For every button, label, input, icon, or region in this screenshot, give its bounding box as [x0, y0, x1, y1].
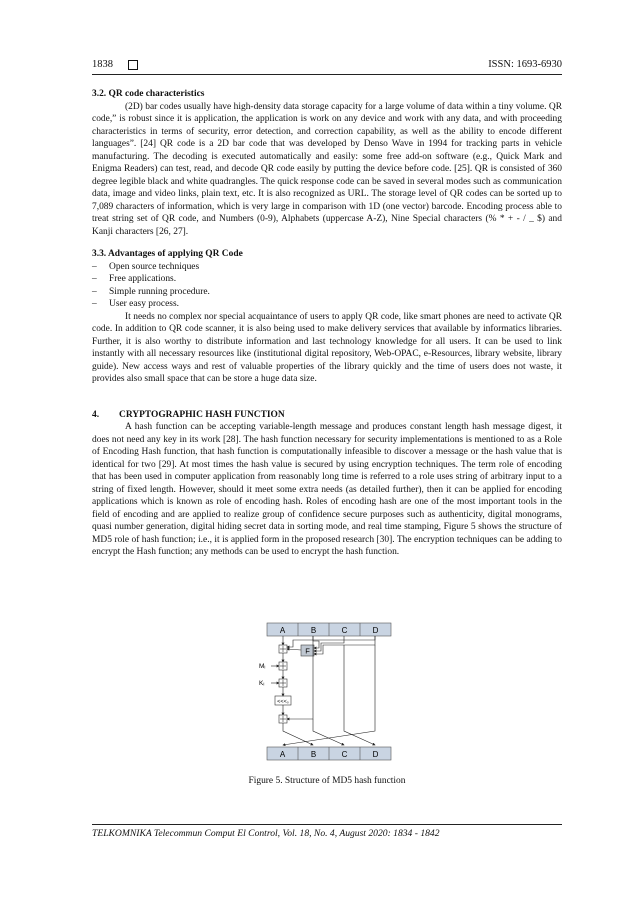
list-item: – User easy process. [92, 299, 179, 309]
section-3-2-paragraph: (2D) bar codes usually have high-density data storage capacity for a large volume of data within a tiny volume. QR code,” is robust since it is application, the application is work on any device and work with any data, and with proceeding characteristics in terms of security, error detection, and correction capability, as well as the ability to encode different languages”. [24] QR code is a 2D bar code that was developed by Denso Wave in 1994 for tracking parts in vehicle manufacturing. The decoding is executed automatically and easily: some free add-on software (e.g., Quick Mark and Enigma Readers) can test, read, and decode QR code easily by putting the device before code. [25]. QR is consisted of 360 degree legible black and white quadrangles. The quick response code can be saved in several modes such as communication data, image and video links, plain text, etc. It is also recognized as URL. The storage level of QR codes can be sorted up to 7,089 characters of information, which is very large in comparison with 1D (one vector) barcode. Encoding process able to treat string set of QR code, and Numbers (0-9), Alphabets (uppercase A-Z), Nine Special characters (% * + - / _ $) and Kanji characters [26, 27]. [92, 101, 562, 237]
ki-label: Kᵢ [259, 680, 265, 687]
section-3-2-heading: 3.2. QR code characteristics [92, 89, 205, 99]
top-label-a: A [279, 626, 286, 635]
page-number: 1838 [92, 59, 113, 70]
header-rule [92, 74, 562, 75]
bottom-label-b: B [310, 750, 317, 759]
top-label-b: B [310, 626, 317, 635]
running-footer: TELKOMNIKA Telecommun Comput El Control, Vol. 18, No. 4, August 2020: 1834 - 1842 [92, 828, 440, 839]
bottom-label-a: A [279, 750, 286, 759]
issn: ISSN: 1693-6930 [488, 59, 562, 70]
bottom-label-c: C [341, 750, 348, 759]
top-label-d: D [372, 626, 379, 635]
list-item: – Simple running procedure. [92, 286, 210, 297]
figure-caption: Figure 5. Structure of MD5 hash function [248, 776, 406, 786]
list-item: – Open source techniques [92, 261, 200, 272]
footer-rule [92, 824, 562, 825]
top-register-row [267, 623, 391, 636]
mi-label: Mᵢ [259, 663, 266, 670]
f-label: F [305, 646, 310, 656]
body-text [92, 88, 562, 559]
list-item: – Free applications. [92, 274, 177, 284]
bottom-label-d: D [372, 750, 379, 759]
section-4-paragraph: A hash function can be accepting variable-length message and produces constant length hash message digest, it does not need any key in its work [28]. The hash function necessary for security implementations is mentioned to as a Role of Encoding Hash function, that hash function is computationally infeasible to discover a message or the hash value that is identical for two [29]. At most times the hash value is secured by using encryption techniques. The term role of encoding that has been used in computer application from reasonably long time is referred to a role uses string of arbitrary input to a string of fixed length. However, should it meet some extra needs (as detailed further), then it can be applied for encoding applications which is known as role of encoding hash. Roles of encoding hash are one of the most important tools in the field of encoding and are applied to realize group of confidence secure purposes such as authenticity, digital monograms, quasi number generation, digital hiding secret data in sorting mode, and real time stamping, Figure 5 shows the structure of MD5 role of hash function; i.e., it is applied form in the proposed research [30]. The encryption techniques can be adding to encrypt the Hash function; any methods can be used to encrypt the hash function. [92, 422, 562, 557]
section-3-3-heading: 3.3. Advantages of applying QR Code [92, 249, 243, 259]
advantages-list [92, 261, 562, 311]
section-4-heading: 4. CRYPTOGRAPHIC HASH FUNCTION [92, 409, 285, 420]
md5-structure-diagram [257, 621, 393, 762]
running-header [92, 58, 562, 72]
bottom-register-row [267, 747, 391, 760]
square-icon [128, 60, 138, 70]
top-label-c: C [341, 626, 348, 635]
shift-label: <<<ₛ [277, 699, 289, 705]
section-3-3-paragraph: It needs no complex nor special acquaintance of users to apply QR code, like smart phones are need to activate QR code. In addition to QR code scanner, it is also being used to make delivery services that available by informatics libraries. Further, it is also worthy to distribute information and last technology knowledge for all users. It can be used to link instantly with all necessary resources like (institutional digital repository, Web-OPAC, e-Resources, library website, library guide). New access ways and rest of valuable properties of the library quickly and the time of users does not waste, it provides also small space that can be store a huge data size. [92, 311, 562, 384]
